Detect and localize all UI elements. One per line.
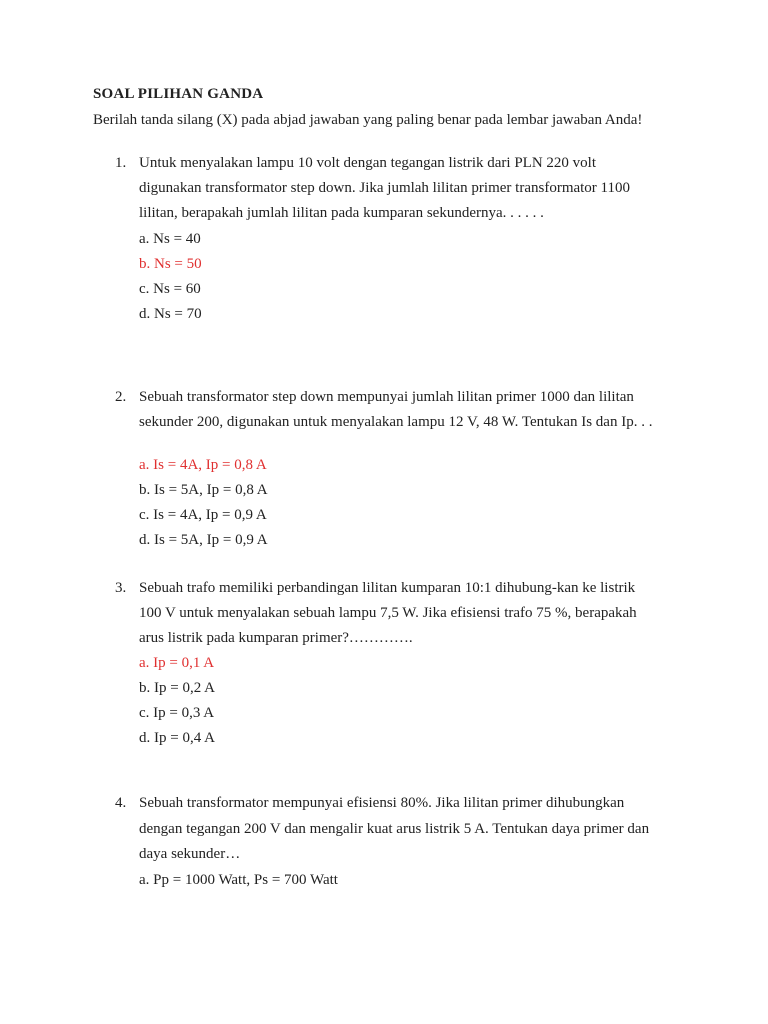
option-d: d. Is = 5A, Ip = 0,9 A bbox=[139, 532, 268, 548]
option-a-correct-answer: a. Ip = 0,1 A bbox=[139, 655, 215, 671]
option-b: b. Is = 5A, Ip = 0,8 A bbox=[139, 482, 268, 498]
question-text-line: Sebuah transformator step down mempunyai jumlah lilitan primer 1000 dan lilitan bbox=[139, 389, 634, 405]
question-text-line: sekunder 200, digunakan untuk menyalakan lampu 12 V, 48 W. Tentukan Is dan Ip. . . bbox=[139, 414, 653, 430]
question-number: 4. bbox=[115, 795, 127, 811]
document-title: SOAL PILIHAN GANDA bbox=[93, 86, 264, 102]
question-text-line: Sebuah trafo memiliki perbandingan lilitan kumparan 10:1 dihubung-kan ke listrik bbox=[139, 580, 636, 596]
option-a: a. Ns = 40 bbox=[139, 231, 201, 247]
option-a: a. Pp = 1000 Watt, Ps = 700 Watt bbox=[139, 872, 338, 888]
option-d: d. Ns = 70 bbox=[139, 306, 202, 322]
question-text-line: digunakan transformator step down. Jika jumlah lilitan primer transformator 1100 bbox=[139, 180, 630, 196]
question-number: 2. bbox=[115, 389, 127, 405]
question-text-line: lilitan, berapakah jumlah lilitan pada kumparan sekundernya. . . . . . bbox=[139, 205, 544, 221]
option-a-correct-answer: a. Is = 4A, Ip = 0,8 A bbox=[139, 457, 267, 473]
question-text-line: Untuk menyalakan lampu 10 volt dengan tegangan listrik dari PLN 220 volt bbox=[139, 155, 596, 171]
question-text-line: arus listrik pada kumparan primer?…………. bbox=[139, 630, 413, 646]
question-text-line: 100 V untuk menyalakan sebuah lampu 7,5 W. Jika efisiensi trafo 75 %, berapakah bbox=[139, 605, 637, 621]
instruction-text: Berilah tanda silang (X) pada abjad jawaban yang paling benar pada lembar jawaban Anda! bbox=[93, 112, 643, 128]
question-number: 1. bbox=[115, 155, 127, 171]
question-text-line: dengan tegangan 200 V dan mengalir kuat arus listrik 5 A. Tentukan daya primer dan bbox=[139, 821, 650, 837]
question-text-line: daya sekunder… bbox=[139, 846, 241, 862]
option-c: c. Ip = 0,3 A bbox=[139, 705, 215, 721]
option-d: d. Ip = 0,4 A bbox=[139, 730, 215, 746]
question-number: 3. bbox=[115, 580, 127, 596]
option-b-correct-answer: b. Ns = 50 bbox=[139, 256, 202, 272]
option-c: c. Is = 4A, Ip = 0,9 A bbox=[139, 507, 267, 523]
option-c: c. Ns = 60 bbox=[139, 281, 201, 297]
option-b: b. Ip = 0,2 A bbox=[139, 680, 215, 696]
question-text-line: Sebuah transformator mempunyai efisiensi 80%. Jika lilitan primer dihubungkan bbox=[139, 795, 625, 811]
